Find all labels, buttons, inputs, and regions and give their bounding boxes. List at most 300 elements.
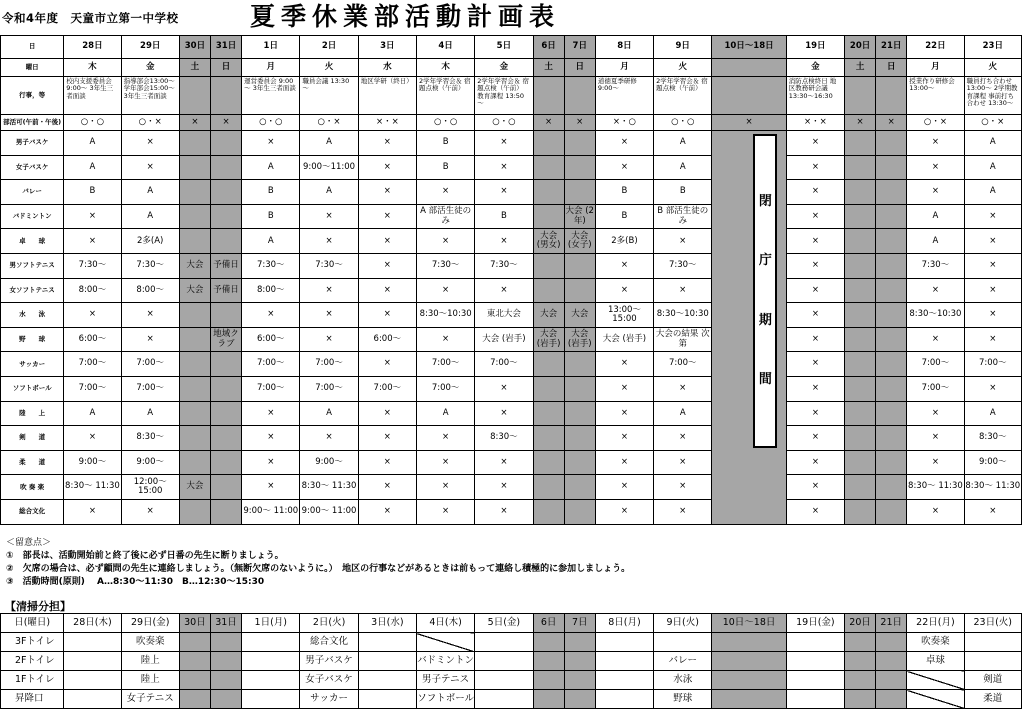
cleaning-cell: 男子テニス: [416, 671, 474, 690]
schedule-cell: 8:00～: [121, 278, 179, 303]
cleaning-cell: 総合文化: [300, 633, 358, 652]
event-cell: [533, 77, 564, 115]
event-cell: [845, 77, 876, 115]
club-name: サッカー: [1, 352, 64, 377]
schedule-cell: 8:30～: [964, 426, 1021, 451]
cleaning-cell: [876, 633, 907, 652]
cleaning-cell: [533, 671, 564, 690]
schedule-cell: 7:30～: [64, 253, 121, 278]
club-row: [1, 131, 1022, 156]
schedule-cell: ×: [300, 204, 358, 229]
schedule-cell: [876, 327, 907, 352]
schedule-cell: B 部活生徒のみ: [654, 204, 712, 229]
schedule-cell: ×: [475, 450, 533, 475]
schedule-cell: ×: [786, 401, 844, 426]
header-cell: ○・○: [654, 115, 712, 131]
cleaning-cell: 陸上: [121, 652, 179, 671]
schedule-cell: ×: [242, 475, 300, 500]
cleaning-cell: [242, 690, 300, 709]
cleaning-cell: [564, 633, 595, 652]
event-row: [1, 77, 1022, 115]
header-cell: 1日: [242, 36, 300, 59]
schedule-cell: 7:00～: [121, 376, 179, 401]
cleaning-header-cell: 8日(月): [595, 614, 653, 633]
cleaning-row: [1, 671, 1022, 690]
header-cell: ○・×: [121, 115, 179, 131]
cleaning-cell: [845, 633, 876, 652]
event-cell: 道徳夏季研修 9:00～: [595, 77, 653, 115]
schedule-cell: ×: [358, 204, 416, 229]
schedule-cell: ×: [786, 303, 844, 328]
club-name: 女子バスケ: [1, 155, 64, 180]
cleaning-cell: バレー: [654, 652, 712, 671]
header-cell: 6日: [533, 36, 564, 59]
schedule-cell: [210, 303, 241, 328]
schedule-cell: 大会 (岩手): [595, 327, 653, 352]
cleaning-header-cell: 2日(火): [300, 614, 358, 633]
club-name: 男子バスケ: [1, 131, 64, 156]
header-cell: 29日: [121, 36, 179, 59]
cleaning-header-cell: 29日(金): [121, 614, 179, 633]
cleaning-cell: [964, 633, 1021, 652]
cleaning-cell: バドミントン: [416, 652, 474, 671]
schedule-cell: A: [64, 131, 121, 156]
schedule-cell: [564, 253, 595, 278]
schedule-cell: 8:30～ 11:30: [907, 475, 964, 500]
schedule-cell: ×: [300, 327, 358, 352]
schedule-cell: ×: [654, 426, 712, 451]
schedule-cell: [564, 131, 595, 156]
header-cell: 30日: [179, 36, 210, 59]
schedule-cell: [210, 426, 241, 451]
schedule-cell: [210, 204, 241, 229]
schedule-cell: 7:00～: [358, 376, 416, 401]
schedule-cell: ×: [416, 180, 474, 205]
schedule-cell: A: [907, 204, 964, 229]
schedule-cell: 地域クラブ: [210, 327, 241, 352]
schedule-cell: ×: [907, 401, 964, 426]
header-cell: 31日: [210, 36, 241, 59]
cleaning-cell: 吹奏楽: [121, 633, 179, 652]
cleaning-cell: 女子テニス: [121, 690, 179, 709]
schedule-cell: 8:30～ 11:30: [964, 475, 1021, 500]
schedule-cell: [179, 352, 210, 377]
schedule-cell: B: [64, 180, 121, 205]
schedule-cell: [564, 180, 595, 205]
club-permission-row: [1, 115, 1022, 131]
event-cell: [876, 77, 907, 115]
cleaning-cell: [712, 633, 786, 652]
header-cell: ×: [210, 115, 241, 131]
schedule-cell: ×: [416, 327, 474, 352]
cleaning-cell: [595, 690, 653, 709]
schedule-cell: [210, 475, 241, 500]
schedule-cell: B: [595, 180, 653, 205]
event-cell: [179, 77, 210, 115]
schedule-cell: ×: [121, 303, 179, 328]
schedule-cell: ×: [595, 253, 653, 278]
schedule-cell: 7:00～: [964, 352, 1021, 377]
schedule-cell: 7:00～: [907, 352, 964, 377]
club-row: [1, 376, 1022, 401]
schedule-cell: ×: [416, 499, 474, 524]
club-name: 男ソフトテニス: [1, 253, 64, 278]
schedule-cell: A: [654, 131, 712, 156]
cleaning-cell: 女子バスケ: [300, 671, 358, 690]
cleaning-cell: [358, 633, 416, 652]
schedule-cell: A: [907, 229, 964, 254]
schedule-cell: [845, 352, 876, 377]
schedule-cell: ×: [595, 426, 653, 451]
schedule-cell: [876, 180, 907, 205]
cleaning-cell: [179, 652, 210, 671]
cleaning-cell: [210, 633, 241, 652]
schedule-cell: A: [242, 155, 300, 180]
cleaning-header-cell: 28日(木): [64, 614, 121, 633]
cleaning-table: [0, 613, 1022, 709]
cleaning-cell: [242, 633, 300, 652]
schedule-cell: ×: [786, 376, 844, 401]
schedule-cell: ×: [907, 278, 964, 303]
schedule-cell: ×: [654, 229, 712, 254]
schedule-cell: ×: [416, 426, 474, 451]
schedule-cell: 8:30～: [475, 426, 533, 451]
header-cell: 火: [654, 59, 712, 77]
header-cell: ×: [876, 115, 907, 131]
schedule-cell: ×: [907, 327, 964, 352]
club-row: [1, 426, 1022, 451]
schedule-cell: [564, 278, 595, 303]
schedule-cell: ×: [964, 303, 1021, 328]
schedule-cell: [845, 278, 876, 303]
schedule-cell: [564, 155, 595, 180]
schedule-cell: ×: [64, 303, 121, 328]
schedule-cell: 7:00～: [64, 376, 121, 401]
closed-period-cell: [712, 131, 786, 525]
event-cell: [712, 77, 786, 115]
header-cell: 水: [358, 59, 416, 77]
schedule-cell: ×: [595, 352, 653, 377]
schedule-cell: [845, 401, 876, 426]
club-name: バドミントン: [1, 204, 64, 229]
schedule-cell: ×: [786, 450, 844, 475]
note-item: ① 部長は、活動開始前と終了後に必ず日番の先生に断りましょう。: [6, 551, 284, 561]
cleaning-cell: [845, 690, 876, 709]
cleaning-cell: 剣道: [964, 671, 1021, 690]
event-cell: [210, 77, 241, 115]
schedule-cell: A: [300, 401, 358, 426]
cleaning-cell: [210, 671, 241, 690]
schedule-cell: [876, 155, 907, 180]
header-cell: 日: [210, 59, 241, 77]
schedule-cell: [845, 131, 876, 156]
schedule-cell: ×: [786, 229, 844, 254]
schedule-cell: ×: [121, 155, 179, 180]
header-cell: ○・○: [475, 115, 533, 131]
schedule-cell: ×: [907, 155, 964, 180]
schedule-cell: 大会: [533, 303, 564, 328]
header-cell: 土: [179, 59, 210, 77]
cleaning-cell: 卓球: [907, 652, 964, 671]
schedule-cell: 7:00～: [64, 352, 121, 377]
notes-title: ＜留意点＞: [6, 538, 52, 548]
schedule-cell: [876, 376, 907, 401]
schedule-cell: ×: [654, 499, 712, 524]
schedule-cell: 9:00～ 11:00: [242, 499, 300, 524]
header-cell: 5日: [475, 36, 533, 59]
schedule-cell: ×: [416, 278, 474, 303]
schedule-cell: [845, 426, 876, 451]
schedule-cell: 7:00～: [242, 376, 300, 401]
event-cell: 職員打ち合わせ 13:00～ 2学期教育課程 事前打ち合わせ 13:30～: [964, 77, 1021, 115]
cleaning-place: 昇降口: [1, 690, 64, 709]
schedule-cell: 予備日: [210, 278, 241, 303]
schedule-cell: 8:30～ 11:30: [64, 475, 121, 500]
schedule-cell: 9:00～11:00: [300, 155, 358, 180]
schedule-cell: [210, 401, 241, 426]
schedule-cell: 7:00～: [300, 352, 358, 377]
schedule-cell: A: [121, 180, 179, 205]
schedule-cell: 大会 (2年): [564, 204, 595, 229]
cleaning-cell: [358, 690, 416, 709]
header-cell: 月: [595, 59, 653, 77]
schedule-cell: ×: [64, 204, 121, 229]
schedule-cell: ×: [907, 131, 964, 156]
schedule-cell: ×: [786, 426, 844, 451]
schedule-cell: ×: [964, 229, 1021, 254]
schedule-cell: [845, 204, 876, 229]
header-cell: 23日: [964, 36, 1021, 59]
schedule-cell: A: [964, 155, 1021, 180]
cleaning-cell: [210, 690, 241, 709]
schedule-cell: ×: [964, 253, 1021, 278]
header-cell: 28日: [64, 36, 121, 59]
cleaning-cell: [242, 671, 300, 690]
schedule-cell: 8:30～10:30: [654, 303, 712, 328]
cleaning-cell: [845, 671, 876, 690]
schedule-cell: 6:00～: [242, 327, 300, 352]
cleaning-header-cell: 4日(木): [416, 614, 474, 633]
cleaning-cell: [907, 671, 964, 690]
club-name: 柔 道: [1, 450, 64, 475]
cleaning-cell: [595, 652, 653, 671]
schedule-cell: [845, 499, 876, 524]
cleaning-header-cell: 5日(金): [475, 614, 533, 633]
schedule-cell: [533, 450, 564, 475]
cleaning-row: [1, 690, 1022, 709]
club-row: [1, 229, 1022, 254]
cleaning-cell: [179, 690, 210, 709]
schedule-cell: 大会 (岩手): [475, 327, 533, 352]
cleaning-cell: [210, 652, 241, 671]
club-row: [1, 352, 1022, 377]
schedule-cell: [210, 131, 241, 156]
header-cell: 土: [845, 59, 876, 77]
cleaning-cell: [64, 671, 121, 690]
cleaning-header-cell: 1日(月): [242, 614, 300, 633]
schedule-cell: ×: [64, 499, 121, 524]
schedule-cell: 2多(B): [595, 229, 653, 254]
schedule-cell: ×: [654, 376, 712, 401]
schedule-cell: B: [416, 155, 474, 180]
event-cell: [564, 77, 595, 115]
schedule-cell: ×: [475, 475, 533, 500]
schedule-cell: [845, 180, 876, 205]
schedule-cell: ×: [300, 278, 358, 303]
schedule-cell: [564, 401, 595, 426]
event-cell: 運営委員会 9:00～ 3年生三者面談: [242, 77, 300, 115]
cleaning-cell: [712, 671, 786, 690]
schedule-cell: ×: [300, 426, 358, 451]
schedule-cell: [179, 401, 210, 426]
cleaning-cell: サッカー: [300, 690, 358, 709]
club-name: 総合文化: [1, 499, 64, 524]
header-cell: ×: [179, 115, 210, 131]
schedule-cell: ×: [242, 401, 300, 426]
schedule-cell: [564, 376, 595, 401]
club-name: 水 泳: [1, 303, 64, 328]
schedule-cell: [876, 229, 907, 254]
club-row: [1, 278, 1022, 303]
schedule-cell: 9:00～: [300, 450, 358, 475]
cleaning-cell: 男子バスケ: [300, 652, 358, 671]
cleaning-header-cell: 22日(月): [907, 614, 964, 633]
schedule-cell: 7:00～: [416, 352, 474, 377]
schedule-cell: [179, 204, 210, 229]
schedule-cell: ×: [475, 376, 533, 401]
schedule-cell: ×: [475, 155, 533, 180]
header-cell: [712, 59, 786, 77]
cleaning-cell: [876, 671, 907, 690]
schedule-cell: ×: [416, 450, 474, 475]
schedule-cell: [179, 131, 210, 156]
schedule-cell: ×: [300, 229, 358, 254]
schedule-cell: ×: [786, 327, 844, 352]
office-closed-period-box: [753, 134, 777, 448]
schedule-cell: ×: [358, 352, 416, 377]
header-cell: ×: [712, 115, 786, 131]
schedule-cell: ×: [121, 327, 179, 352]
schedule-cell: ×: [964, 278, 1021, 303]
schedule-cell: [179, 376, 210, 401]
club-name: 女ソフトテニス: [1, 278, 64, 303]
school-year-label: 令和4年度 天童市立第一中学校: [2, 11, 179, 25]
schedule-cell: [845, 376, 876, 401]
event-cell: 地区学研（終日）: [358, 77, 416, 115]
schedule-cell: ×: [416, 475, 474, 500]
cleaning-header-cell: 31日: [210, 614, 241, 633]
schedule-cell: ×: [786, 204, 844, 229]
schedule-cell: ×: [242, 426, 300, 451]
schedule-cell: [179, 180, 210, 205]
cleaning-cell: [595, 633, 653, 652]
schedule-cell: 8:30～ 11:30: [300, 475, 358, 500]
club-row: [1, 450, 1022, 475]
schedule-cell: ×: [786, 155, 844, 180]
club-name: ソフトボール: [1, 376, 64, 401]
schedule-cell: A: [964, 180, 1021, 205]
cleaning-cell: [845, 652, 876, 671]
cleaning-cell: [786, 652, 844, 671]
schedule-cell: A: [121, 401, 179, 426]
schedule-cell: ×: [595, 450, 653, 475]
row-label: 部活可(午前・午後): [1, 115, 64, 131]
schedule-cell: 6:00～: [64, 327, 121, 352]
schedule-cell: 大会の結果 次第: [654, 327, 712, 352]
schedule-cell: A: [964, 131, 1021, 156]
schedule-cell: A: [242, 229, 300, 254]
cleaning-header-cell: 日(曜日): [1, 614, 64, 633]
schedule-cell: ×: [358, 475, 416, 500]
schedule-cell: ×: [475, 229, 533, 254]
schedule-cell: A: [654, 155, 712, 180]
schedule-cell: ×: [358, 180, 416, 205]
cleaning-cell: [179, 633, 210, 652]
schedule-cell: [179, 229, 210, 254]
club-name: 野 球: [1, 327, 64, 352]
header-cell: ×: [564, 115, 595, 131]
header-cell: ○・○: [64, 115, 121, 131]
schedule-cell: ×: [786, 499, 844, 524]
schedule-cell: 7:00～: [907, 376, 964, 401]
schedule-cell: ×: [654, 278, 712, 303]
club-row: [1, 401, 1022, 426]
cleaning-header-cell: 9日(火): [654, 614, 712, 633]
schedule-cell: [179, 303, 210, 328]
page-title: 夏季休業部活動計画表: [250, 2, 561, 31]
row-label: 日: [1, 36, 64, 59]
schedule-cell: ×: [654, 475, 712, 500]
schedule-cell: 大会: [179, 253, 210, 278]
schedule-cell: A 部活生徒のみ: [416, 204, 474, 229]
schedule-cell: A: [654, 401, 712, 426]
cleaning-place: 1Fトイレ: [1, 671, 64, 690]
event-cell: 校内支援委員会 9:00～ 3年生三者面談: [64, 77, 121, 115]
cleaning-cell: [786, 690, 844, 709]
schedule-cell: [876, 352, 907, 377]
schedule-cell: 7:30～: [654, 253, 712, 278]
header-cell: 木: [64, 59, 121, 77]
header-cell: ×: [845, 115, 876, 131]
cleaning-cell: [712, 690, 786, 709]
header-cell: ○・×: [300, 115, 358, 131]
schedule-cell: ×: [64, 229, 121, 254]
schedule-cell: 8:30～10:30: [907, 303, 964, 328]
cleaning-header-cell: 3日(水): [358, 614, 416, 633]
schedule-cell: 6:00～: [358, 327, 416, 352]
header-cell: 金: [121, 59, 179, 77]
schedule-cell: [533, 376, 564, 401]
header-cell: 月: [907, 59, 964, 77]
cleaning-cell: [907, 690, 964, 709]
schedule-cell: ×: [595, 376, 653, 401]
schedule-cell: ×: [242, 450, 300, 475]
schedule-cell: 7:30～: [907, 253, 964, 278]
schedule-cell: ×: [964, 499, 1021, 524]
event-cell: 2学年学習会＆ 宿題点検（午前）: [416, 77, 474, 115]
header-cell: ×: [533, 115, 564, 131]
schedule-cell: ×: [358, 303, 416, 328]
header-cell: 2日: [300, 36, 358, 59]
header-cell: 8日: [595, 36, 653, 59]
schedule-cell: ×: [907, 426, 964, 451]
schedule-cell: [876, 426, 907, 451]
schedule-cell: 9:00～: [964, 450, 1021, 475]
cleaning-header-cell: 7日: [564, 614, 595, 633]
schedule-cell: A: [300, 180, 358, 205]
schedule-cell: 8:30～: [121, 426, 179, 451]
club-name: 吹 奏 楽: [1, 475, 64, 500]
